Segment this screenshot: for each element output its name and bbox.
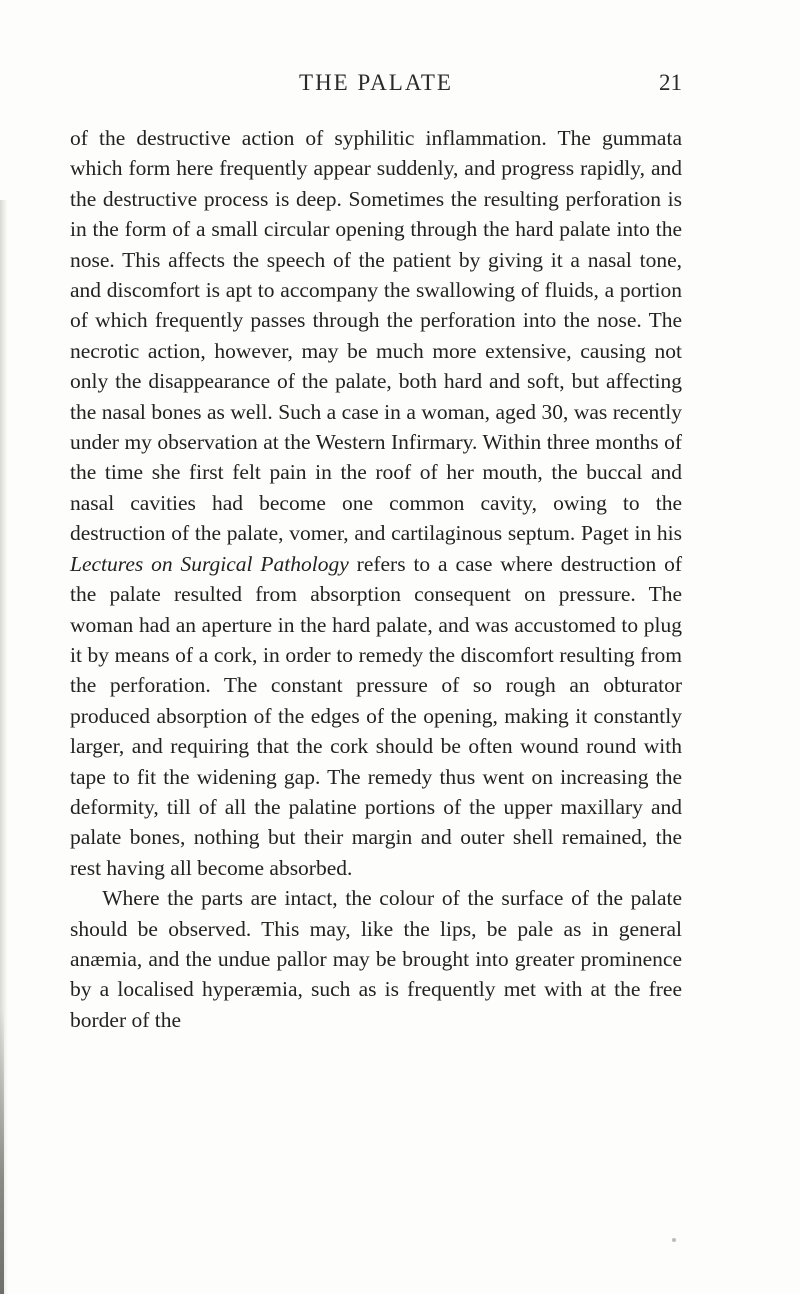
paragraph-1-text-a: of the destructive action of syphilitic inflammation. The gummata which form here frequently appear suddenly, and progress rapidly, and the destructive process is deep. Sometimes the resulting perforation is in the form of a small circular opening through the hard palate into the nose. This affects the speech of the patient by giving it a nasal tone, and discomfort is apt to accompany the swallowing of fluids, a portion of which frequently passes through the perforation into the nose. The necrotic action, however, may be much more extensive, causing not only the disappearance of the palate, both hard and soft, but affecting the nasal bones as well. Such a case in a woman, aged 30, was recently under my observation at the Western Infirmary. Within three months of the time she first felt pain in the roof of her mouth, the buccal and nasal cavities had become one common cavity, owing to the destruction of the palate, vomer, and cartilaginous septum. Paget in his	[70, 126, 682, 546]
page-number: 21	[659, 70, 682, 95]
paragraph-1-text-b: refers to a case where destruction of the palate resulted from absorption consequent on pressure. The woman had an aperture in the hard palate, and was accustomed to plug it by means of a cork, in order to remedy the discomfort resulting from the perforation. The constant pressure of so rough an obturator produced absorption of the edges of the opening, making it constantly larger, and requiring that the cork should be often wound round with tape to fit the widening gap. The remedy thus went on increasing the deformity, till of all the palatine portions of the upper maxillary and palate bones, nothing but their margin and outer shell remained, the rest having all become absorbed.	[70, 551, 683, 880]
paragraph-1	[70, 123, 682, 883]
paragraph-2: Where the parts are intact, the colour of the surface of the palate should be observed. This may, like the lips, be pale as in general anæmia, and the undue pallor may be brought into greater prominence by a localised hyperæmia, such as is frequently met with at the free border of the	[70, 886, 682, 1032]
book-title-italic: Lectures on Surgical Pathology	[70, 551, 349, 576]
paper-speck	[672, 1238, 676, 1242]
page-header	[70, 70, 682, 106]
running-title: THE PALATE	[299, 70, 453, 95]
body-text	[70, 123, 682, 1035]
page-edge-shadow	[0, 1010, 4, 1294]
